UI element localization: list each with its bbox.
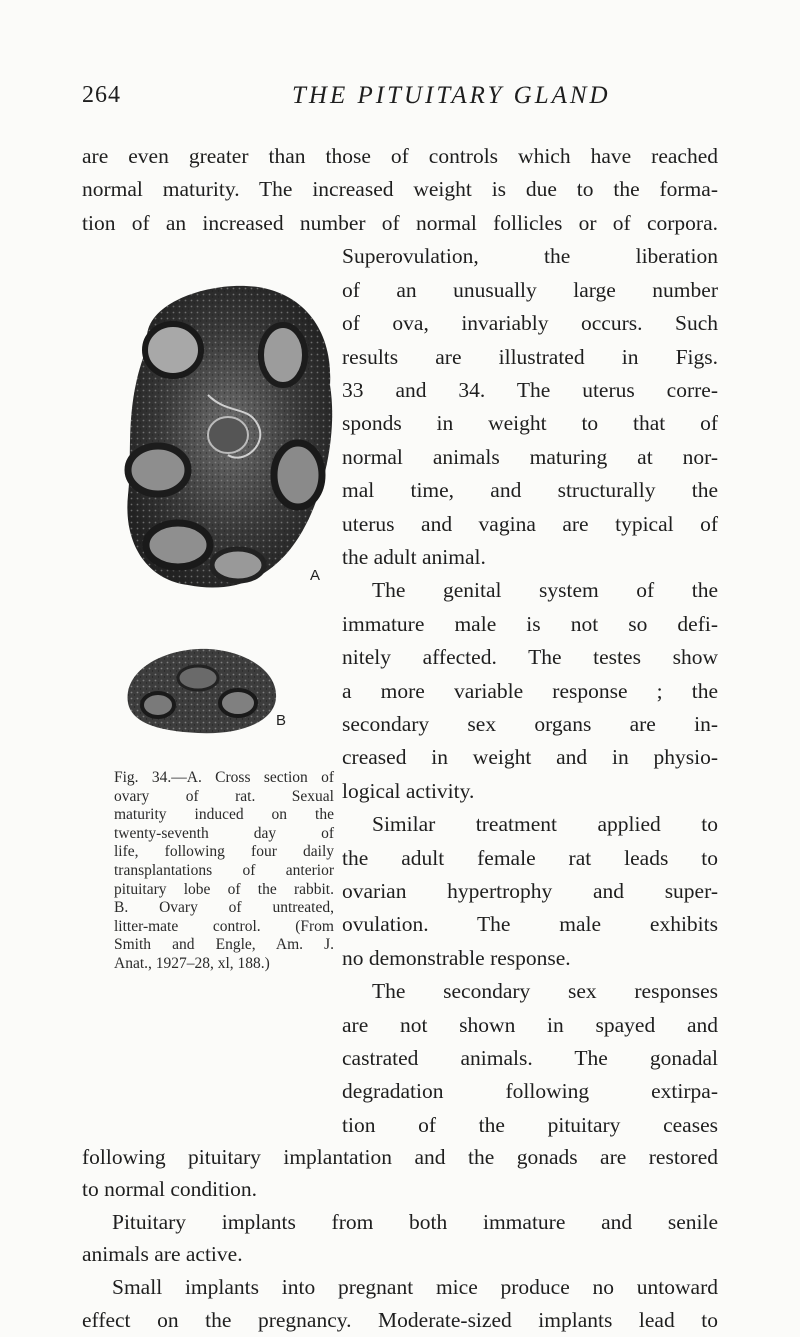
text-line: Small implants into pregnant mice produce no untoward [112,1275,718,1299]
column-line: Superovulation, the liberation [342,244,718,268]
caption-line: Fig. 34.—A. Cross section of [114,769,334,786]
column-line: no demonstrable response. [342,946,571,970]
column-line: degradation following extirpa- [342,1079,718,1103]
column-line: the adult female rat leads to [342,846,718,870]
column-line: immature male is not so defi- [342,612,718,636]
running-title: THE PITUITARY GLAND [292,82,611,109]
column-line: ovulation. The male exhibits [342,912,718,936]
column-line: the adult animal. [342,545,486,569]
text-line: effect on the pregnancy. Moderate-sized implants lead to [82,1307,718,1332]
column-line: mal time, and structurally the [342,478,718,502]
column-line: a more variable response ; the [342,679,718,703]
caption-line: Smith and Engle, Am. J. [114,936,334,954]
caption-line: twenty-seventh day of [114,824,334,842]
column-line: castrated animals. The gonadal [342,1046,718,1070]
caption-line: ovary of rat. Sexual [114,787,334,805]
column-line: The genital system of the [372,578,718,602]
column-line: uterus and vagina are typical of [342,512,718,536]
text-line: following pituitary implantation and the gonads are restored [82,1144,718,1169]
column-line: The secondary sex responses [372,979,718,1003]
page-header [62,82,762,122]
column-line: normal animals maturing at nor- [342,445,718,469]
column-line: 33 and 34. The uterus corre- [342,378,718,402]
caption-line: Anat., 1927–28, xl, 188.) [114,954,270,972]
column-line: secondary sex organs are in- [342,712,718,736]
column-line: are not shown in spayed and [342,1013,718,1037]
column-line: ovarian hypertrophy and super- [342,879,718,903]
figure-caption [82,769,334,974]
text-line: tion of an increased number of normal follicles or of corpora. [82,211,718,235]
caption-line: maturity induced on the [114,806,334,824]
column-line: sponds in weight to that of [342,411,718,435]
caption-line: litter-mate control. (From [114,917,334,935]
column-line: tion of the pituitary ceases [342,1113,718,1137]
figure-label-a: A [310,567,321,584]
column-line: Similar treatment applied to [372,812,718,836]
column-line: results are illustrated in Figs. [342,345,718,369]
ovary-control-image-b [118,643,283,738]
caption-line: life, following four daily [114,843,334,861]
column-line: logical activity. [342,779,475,803]
page-number: 264 [82,82,121,108]
caption-line: transplantations of anterior [114,861,334,879]
column-line: creased in weight and in physio- [342,745,718,769]
column-line: nitely affected. The testes show [342,645,718,669]
text-line: to normal condition. [82,1177,257,1202]
figure-label-b: B [276,712,287,729]
caption-line: pituitary lobe of the rabbit. [114,880,334,898]
text-line: Pituitary implants from both immature and senile [112,1209,718,1234]
text-line: are even greater than those of controls which have reached [82,144,718,168]
ovary-cross-section-image-a [118,275,336,605]
text-line: normal maturity. The increased weight is due to the forma- [82,177,718,201]
caption-line: B. Ovary of untreated, [114,899,334,917]
text-line: animals are active. [82,1242,243,1267]
column-line: of ova, invariably occurs. Such [342,311,718,335]
column-line: of an unusually large number [342,278,718,302]
